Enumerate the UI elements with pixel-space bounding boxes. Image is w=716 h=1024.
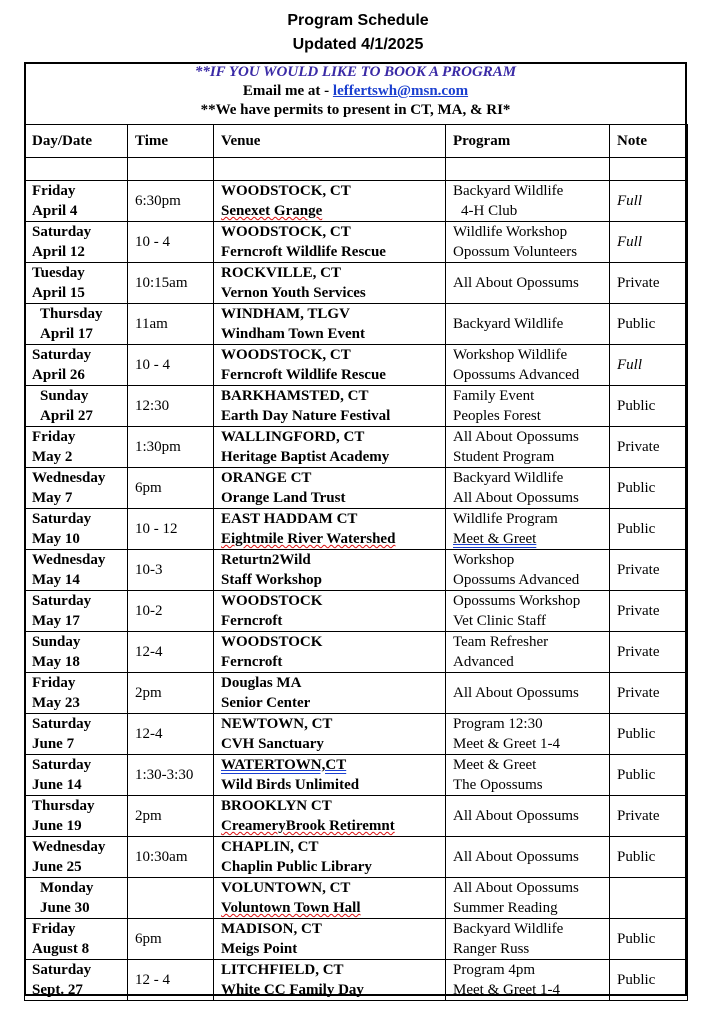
day-date-cell: [25, 796, 128, 837]
venue-cell: [214, 632, 446, 673]
day-name: Saturday: [32, 511, 92, 527]
day-date-cell: [25, 181, 128, 222]
time-cell: 11am: [128, 304, 214, 345]
program-line-1: Workshop: [453, 552, 515, 568]
date: June 25: [32, 859, 82, 875]
spacer-row: [25, 158, 688, 181]
venue-name: CreameryBrook Retiremnt: [221, 818, 395, 834]
venue-location: VOLUNTOWN, CT: [221, 880, 351, 896]
program-line-2: Meet & Greet: [453, 531, 537, 547]
day-date-cell: [25, 591, 128, 632]
time-cell: 6pm: [128, 468, 214, 509]
venue-cell: [214, 427, 446, 468]
time-cell: 1:30-3:30: [128, 755, 214, 796]
venue-location: Douglas MA: [221, 675, 302, 691]
day-date-cell: [25, 550, 128, 591]
day-name: Thursday: [40, 306, 103, 322]
day-name: Friday: [32, 921, 76, 937]
page-title: Program Schedule: [287, 12, 429, 29]
program-line-1: Backyard Wildlife: [453, 921, 564, 937]
time-cell: 10 - 12: [128, 509, 214, 550]
venue-name: Wild Birds Unlimited: [221, 777, 360, 793]
day-name: Sunday: [32, 634, 81, 650]
date: April 27: [40, 408, 93, 424]
date: May 2: [32, 449, 73, 465]
day-name: Monday: [40, 880, 94, 896]
table-row: [25, 919, 688, 960]
email-line: [24, 82, 687, 101]
day-name: Friday: [32, 675, 76, 691]
program-line-2: Ranger Russ: [453, 941, 530, 957]
permits-line: **We have permits to present in CT, MA, & RI*: [200, 102, 511, 118]
venue-location: WOODSTOCK, CT: [221, 347, 351, 363]
program-line-1: Backyard Wildlife: [453, 183, 564, 199]
venue-cell: [214, 509, 446, 550]
venue-location: BARKHAMSTED, CT: [221, 388, 369, 404]
day-name: Friday: [32, 183, 76, 199]
date: June 7: [32, 736, 75, 752]
note-cell: Full: [610, 181, 688, 222]
venue-cell: [214, 304, 446, 345]
schedule-table: [24, 124, 688, 1001]
note-cell: [610, 878, 688, 919]
program-line-2: 4-H Club: [461, 203, 518, 219]
venue-cell: [214, 919, 446, 960]
time-cell: 12-4: [128, 714, 214, 755]
table-row: [25, 673, 688, 714]
table-row: [25, 755, 688, 796]
venue-cell: [214, 468, 446, 509]
day-date-cell: [25, 345, 128, 386]
table-row: [25, 591, 688, 632]
program-cell: [446, 550, 610, 591]
venue-name: CVH Sanctuary: [221, 736, 324, 752]
program-line-2: Student Program: [453, 449, 555, 465]
date: June 14: [32, 777, 82, 793]
venue-location: ROCKVILLE, CT: [221, 265, 342, 281]
day-name: Saturday: [32, 593, 92, 609]
time-cell: 10 - 4: [128, 222, 214, 263]
program-line-1: All About Opossums: [453, 275, 579, 291]
program-cell: [446, 304, 610, 345]
updated-date: Updated 4/1/2025: [292, 36, 424, 53]
program-cell: [446, 632, 610, 673]
table-row: [25, 714, 688, 755]
venue-name: Earth Day Nature Festival: [221, 408, 391, 424]
time-cell: 2pm: [128, 673, 214, 714]
venue-cell: [214, 345, 446, 386]
note-cell: Private: [610, 796, 688, 837]
table-row: [25, 960, 688, 1001]
program-cell: [446, 714, 610, 755]
venue-cell: [214, 222, 446, 263]
program-line-2: Opossum Volunteers: [453, 244, 578, 260]
table-row: [25, 837, 688, 878]
venue-location: BROOKLYN CT: [221, 798, 332, 814]
venue-cell: [214, 591, 446, 632]
program-line-1: Backyard Wildlife: [453, 316, 564, 332]
note-cell: Private: [610, 591, 688, 632]
day-name: Wednesday: [32, 552, 106, 568]
date: Sept. 27: [32, 982, 83, 998]
day-date-cell: [25, 468, 128, 509]
date: May 10: [32, 531, 80, 547]
venue-location: Returtn2Wild: [221, 552, 311, 568]
note-cell: Public: [610, 468, 688, 509]
time-cell: 10-3: [128, 550, 214, 591]
program-line-1: Meet & Greet: [453, 757, 537, 773]
day-name: Saturday: [32, 716, 92, 732]
note-cell: Public: [610, 837, 688, 878]
note-cell: Full: [610, 345, 688, 386]
venue-cell: [214, 960, 446, 1001]
program-line-2: Opossums Advanced: [453, 367, 580, 383]
venue-name: Vernon Youth Services: [221, 285, 366, 301]
venue-name: Ferncroft: [221, 613, 283, 629]
venue-location: WOODSTOCK: [221, 593, 323, 609]
program-line-2: Advanced: [453, 654, 514, 670]
venue-name: Staff Workshop: [221, 572, 323, 588]
day-date-cell: [25, 673, 128, 714]
time-cell: 10-2: [128, 591, 214, 632]
venue-cell: [214, 550, 446, 591]
day-name: Saturday: [32, 347, 92, 363]
program-line-1: Family Event: [453, 388, 535, 404]
header-row: [25, 125, 688, 158]
program-line-1: All About Opossums: [453, 429, 579, 445]
table-row: [25, 509, 688, 550]
venue-name: Ferncroft Wildlife Rescue: [221, 244, 386, 260]
date: April 12: [32, 244, 85, 260]
table-row: [25, 263, 688, 304]
time-cell: [128, 878, 214, 919]
program-line-1: Program 4pm: [453, 962, 536, 978]
program-cell: [446, 591, 610, 632]
program-line-2: Vet Clinic Staff: [453, 613, 547, 629]
program-line-2: Meet & Greet 1-4: [453, 736, 561, 752]
booking-line: **IF YOU WOULD LIKE TO BOOK A PROGRAM: [194, 64, 517, 80]
day-name: Thursday: [32, 798, 95, 814]
program-line-1: Workshop Wildlife: [453, 347, 568, 363]
venue-name: Eightmile River Watershed: [221, 531, 396, 547]
program-line-2: All About Opossums: [453, 490, 579, 506]
schedule-body: [25, 158, 688, 1001]
table-row: [25, 222, 688, 263]
program-line-2: Peoples Forest: [453, 408, 541, 424]
program-cell: [446, 263, 610, 304]
venue-location: WALLINGFORD, CT: [221, 429, 365, 445]
day-date-cell: [25, 960, 128, 1001]
venue-name: Windham Town Event: [221, 326, 365, 342]
day-name: Tuesday: [32, 265, 85, 281]
program-cell: [446, 386, 610, 427]
venue-location: WINDHAM, TLGV: [221, 306, 350, 322]
program-line-1: All About Opossums: [453, 880, 579, 896]
program-line-1: All About Opossums: [453, 685, 579, 701]
note-cell: Full: [610, 222, 688, 263]
date: June 30: [40, 900, 90, 916]
venue-name: Heritage Baptist Academy: [221, 449, 390, 465]
venue-name: Voluntown Town Hall: [221, 900, 361, 916]
time-cell: 10:30am: [128, 837, 214, 878]
venue-name: Orange Land Trust: [221, 490, 346, 506]
venue-cell: [214, 263, 446, 304]
day-date-cell: [25, 427, 128, 468]
program-line-2: Meet & Greet 1-4: [453, 982, 561, 998]
time-cell: 2pm: [128, 796, 214, 837]
program-cell: [446, 960, 610, 1001]
venue-cell: [214, 673, 446, 714]
date: May 18: [32, 654, 80, 670]
note-cell: Public: [610, 304, 688, 345]
program-cell: [446, 222, 610, 263]
program-cell: [446, 796, 610, 837]
day-name: Saturday: [32, 224, 92, 240]
day-name: Sunday: [40, 388, 89, 404]
table-row: [25, 550, 688, 591]
note-cell: Public: [610, 919, 688, 960]
venue-location: WOODSTOCK, CT: [221, 224, 351, 240]
venue-name: Senior Center: [221, 695, 311, 711]
note-cell: Private: [610, 632, 688, 673]
time-cell: 10 - 4: [128, 345, 214, 386]
day-date-cell: [25, 837, 128, 878]
table-row: [25, 468, 688, 509]
day-name: Friday: [32, 429, 76, 445]
day-name: Saturday: [32, 962, 92, 978]
venue-name: Senexet Grange: [221, 203, 323, 219]
program-line-1: Opossums Workshop: [453, 593, 581, 609]
day-date-cell: [25, 222, 128, 263]
time-cell: 12 - 4: [128, 960, 214, 1001]
venue-location: WOODSTOCK, CT: [221, 183, 351, 199]
table-row: [25, 304, 688, 345]
date: April 15: [32, 285, 85, 301]
venue-name: White CC Family Day: [221, 982, 364, 998]
day-date-cell: [25, 755, 128, 796]
note-cell: Public: [610, 755, 688, 796]
venue-cell: [214, 181, 446, 222]
program-cell: [446, 345, 610, 386]
program-cell: [446, 919, 610, 960]
program-line-2: Summer Reading: [453, 900, 558, 916]
day-name: Wednesday: [32, 470, 106, 486]
day-date-cell: [25, 304, 128, 345]
venue-name: Chaplin Public Library: [221, 859, 372, 875]
program-cell: [446, 427, 610, 468]
table-row: [25, 345, 688, 386]
venue-cell: [214, 796, 446, 837]
program-line-1: All About Opossums: [453, 849, 579, 865]
email-prefix: Email me at -: [242, 83, 333, 99]
venue-cell: [214, 386, 446, 427]
venue-location: WATERTOWN,CT: [221, 757, 347, 773]
date: April 26: [32, 367, 85, 383]
table-row: [25, 632, 688, 673]
day-date-cell: [25, 386, 128, 427]
venue-location: EAST HADDAM CT: [221, 511, 358, 527]
note-cell: Private: [610, 673, 688, 714]
venue-location: MADISON, CT: [221, 921, 322, 937]
program-cell: [446, 468, 610, 509]
venue-name: Ferncroft Wildlife Rescue: [221, 367, 386, 383]
email-link[interactable]: leffertswh@msn.com: [332, 83, 469, 99]
date: April 4: [32, 203, 78, 219]
day-name: Saturday: [32, 757, 92, 773]
time-cell: 12:30: [128, 386, 214, 427]
day-date-cell: [25, 509, 128, 550]
program-cell: [446, 878, 610, 919]
time-cell: 10:15am: [128, 263, 214, 304]
program-line-1: Team Refresher: [453, 634, 549, 650]
program-line-1: All About Opossums: [453, 808, 579, 824]
day-date-cell: [25, 632, 128, 673]
time-cell: 6pm: [128, 919, 214, 960]
program-cell: [446, 837, 610, 878]
program-line-1: Wildlife Program: [453, 511, 558, 527]
table-row: [25, 427, 688, 468]
booking-banner: [24, 62, 687, 124]
program-line-1: Wildlife Workshop: [453, 224, 568, 240]
day-date-cell: [25, 919, 128, 960]
date: August 8: [32, 941, 90, 957]
venue-cell: [214, 755, 446, 796]
col-header-daydate: Day/Date: [25, 125, 128, 158]
program-line-1: Backyard Wildlife: [453, 470, 564, 486]
program-line-2: The Opossums: [453, 777, 543, 793]
table-row: [25, 181, 688, 222]
venue-cell: [214, 714, 446, 755]
date: May 17: [32, 613, 80, 629]
time-cell: 12-4: [128, 632, 214, 673]
venue-name: Meigs Point: [221, 941, 298, 957]
program-line-1: Program 12:30: [453, 716, 543, 732]
program-line-2: Opossums Advanced: [453, 572, 580, 588]
date: June 19: [32, 818, 82, 834]
note-cell: Private: [610, 550, 688, 591]
col-header-note: Note: [610, 125, 688, 158]
date: May 14: [32, 572, 80, 588]
day-name: Wednesday: [32, 839, 106, 855]
col-header-venue: Venue: [214, 125, 446, 158]
table-row: [25, 386, 688, 427]
venue-name: Ferncroft: [221, 654, 283, 670]
program-cell: [446, 509, 610, 550]
day-date-cell: [25, 714, 128, 755]
note-cell: Private: [610, 263, 688, 304]
note-cell: Public: [610, 509, 688, 550]
time-cell: 1:30pm: [128, 427, 214, 468]
venue-cell: [214, 878, 446, 919]
venue-cell: [214, 837, 446, 878]
program-cell: [446, 181, 610, 222]
col-header-time: Time: [128, 125, 214, 158]
note-cell: Public: [610, 714, 688, 755]
date: April 17: [40, 326, 93, 342]
venue-location: LITCHFIELD, CT: [221, 962, 344, 978]
program-cell: [446, 673, 610, 714]
venue-location: CHAPLIN, CT: [221, 839, 319, 855]
table-row: [25, 796, 688, 837]
time-cell: 6:30pm: [128, 181, 214, 222]
note-cell: Public: [610, 386, 688, 427]
col-header-program: Program: [446, 125, 610, 158]
venue-location: ORANGE CT: [221, 470, 312, 486]
program-cell: [446, 755, 610, 796]
day-date-cell: [25, 878, 128, 919]
day-date-cell: [25, 263, 128, 304]
table-row: [25, 878, 688, 919]
note-cell: Private: [610, 427, 688, 468]
note-cell: Public: [610, 960, 688, 1001]
venue-location: NEWTOWN, CT: [221, 716, 333, 732]
date: May 7: [32, 490, 73, 506]
venue-location: WOODSTOCK: [221, 634, 323, 650]
date: May 23: [32, 695, 80, 711]
